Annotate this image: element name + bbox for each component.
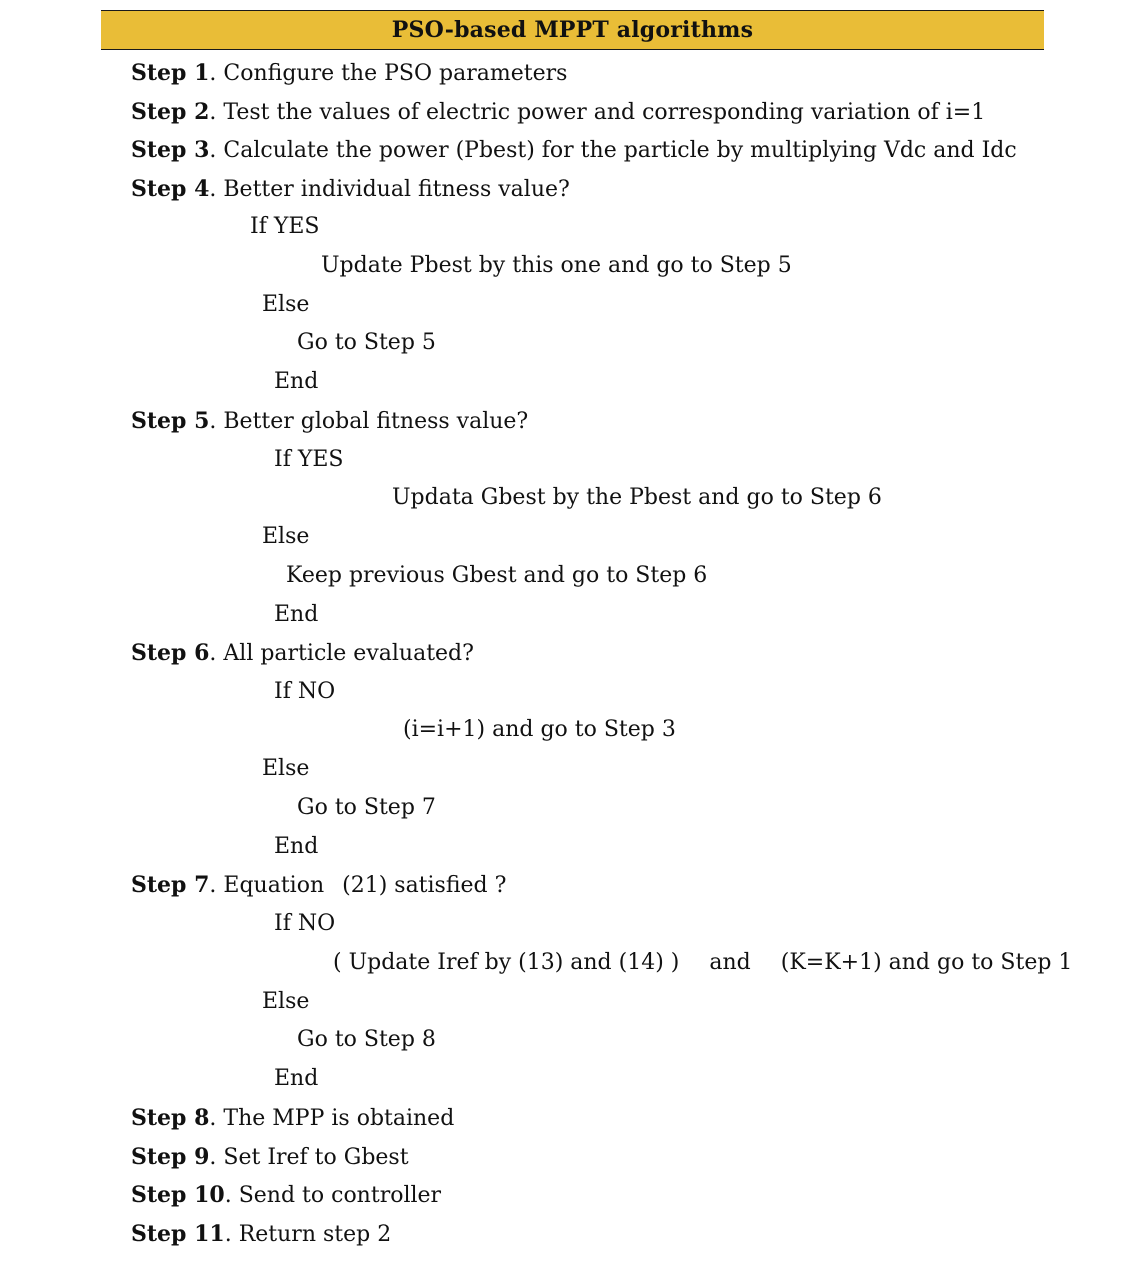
branch-6-else: Else — [262, 756, 310, 781]
step-label: Step 7 — [131, 872, 210, 898]
branch-4-then: Update Pbest by this one and go to Step 5 — [321, 253, 792, 278]
branch-7-then — [333, 950, 1072, 976]
step-11 — [131, 1221, 391, 1248]
branch-6-else-action: Go to Step 7 — [297, 795, 436, 820]
branch-6-end: End — [274, 834, 319, 859]
step-label: Step 10 — [131, 1182, 225, 1208]
step-label: Step 11 — [131, 1221, 225, 1247]
step-text: . Equation — [209, 873, 325, 898]
branch-6-if: If NO — [274, 679, 336, 704]
step-6 — [131, 640, 474, 667]
branch-7-else-action: Go to Step 8 — [297, 1027, 436, 1052]
step-label: Step 1 — [131, 60, 210, 86]
step-text: . Return step 2 — [224, 1222, 392, 1247]
branch-7-then-part-b: and — [709, 950, 751, 975]
branch-4-else-action: Go to Step 5 — [297, 330, 436, 355]
branch-7-then-part-c: (K=K+1) and go to Step 1 — [780, 950, 1073, 975]
step-3 — [131, 137, 1017, 164]
branch-4-if: If YES — [250, 214, 320, 239]
step-text: . Test the values of electric power and corresponding variation of i=1 — [209, 100, 986, 125]
step-2 — [131, 99, 985, 126]
step-5 — [131, 408, 528, 435]
step-10 — [131, 1182, 441, 1209]
step-text: . The MPP is obtained — [209, 1106, 455, 1131]
step-text: . Configure the PSO parameters — [209, 61, 568, 86]
branch-6-then: (i=i+1) and go to Step 3 — [403, 717, 676, 742]
branch-7-end: End — [274, 1066, 319, 1091]
step-label: Step 4 — [131, 176, 210, 202]
step-text: . Better global fitness value? — [209, 409, 529, 434]
branch-5-end: End — [274, 602, 319, 627]
step-label: Step 5 — [131, 408, 210, 434]
step-7 — [131, 872, 506, 899]
step-text: . All particle evaluated? — [209, 641, 474, 666]
step-label: Step 2 — [131, 99, 210, 125]
branch-5-else-action: Keep previous Gbest and go to Step 6 — [286, 563, 708, 588]
step-4 — [131, 176, 570, 203]
step-label: Step 6 — [131, 640, 210, 666]
step-text: . Calculate the power (Pbest) for the particle by multiplying Vdc and Idc — [209, 138, 1017, 163]
branch-5-then: Updata Gbest by the Pbest and go to Step 6 — [392, 485, 882, 510]
step-text: . Send to controller — [224, 1183, 442, 1208]
step-9 — [131, 1144, 409, 1171]
branch-5-else: Else — [262, 524, 310, 549]
branch-4-else: Else — [262, 292, 310, 317]
step-text-continued: (21) satisfied ? — [342, 873, 507, 898]
step-text: . Better individual fitness value? — [209, 177, 570, 202]
step-1 — [131, 60, 567, 87]
table-title: PSO-based MPPT algorithms — [391, 17, 754, 43]
step-8 — [131, 1105, 454, 1132]
step-label: Step 9 — [131, 1144, 210, 1170]
branch-7-then-part-a: ( Update Iref by (13) and (14) ) — [333, 950, 680, 975]
branch-7-else: Else — [262, 989, 310, 1014]
step-text: . Set Iref to Gbest — [209, 1145, 409, 1170]
branch-7-if: If NO — [274, 911, 336, 936]
table-header — [101, 10, 1044, 50]
branch-5-if: If YES — [274, 447, 344, 472]
step-label: Step 8 — [131, 1105, 210, 1131]
branch-4-end: End — [274, 369, 319, 394]
step-label: Step 3 — [131, 137, 210, 163]
